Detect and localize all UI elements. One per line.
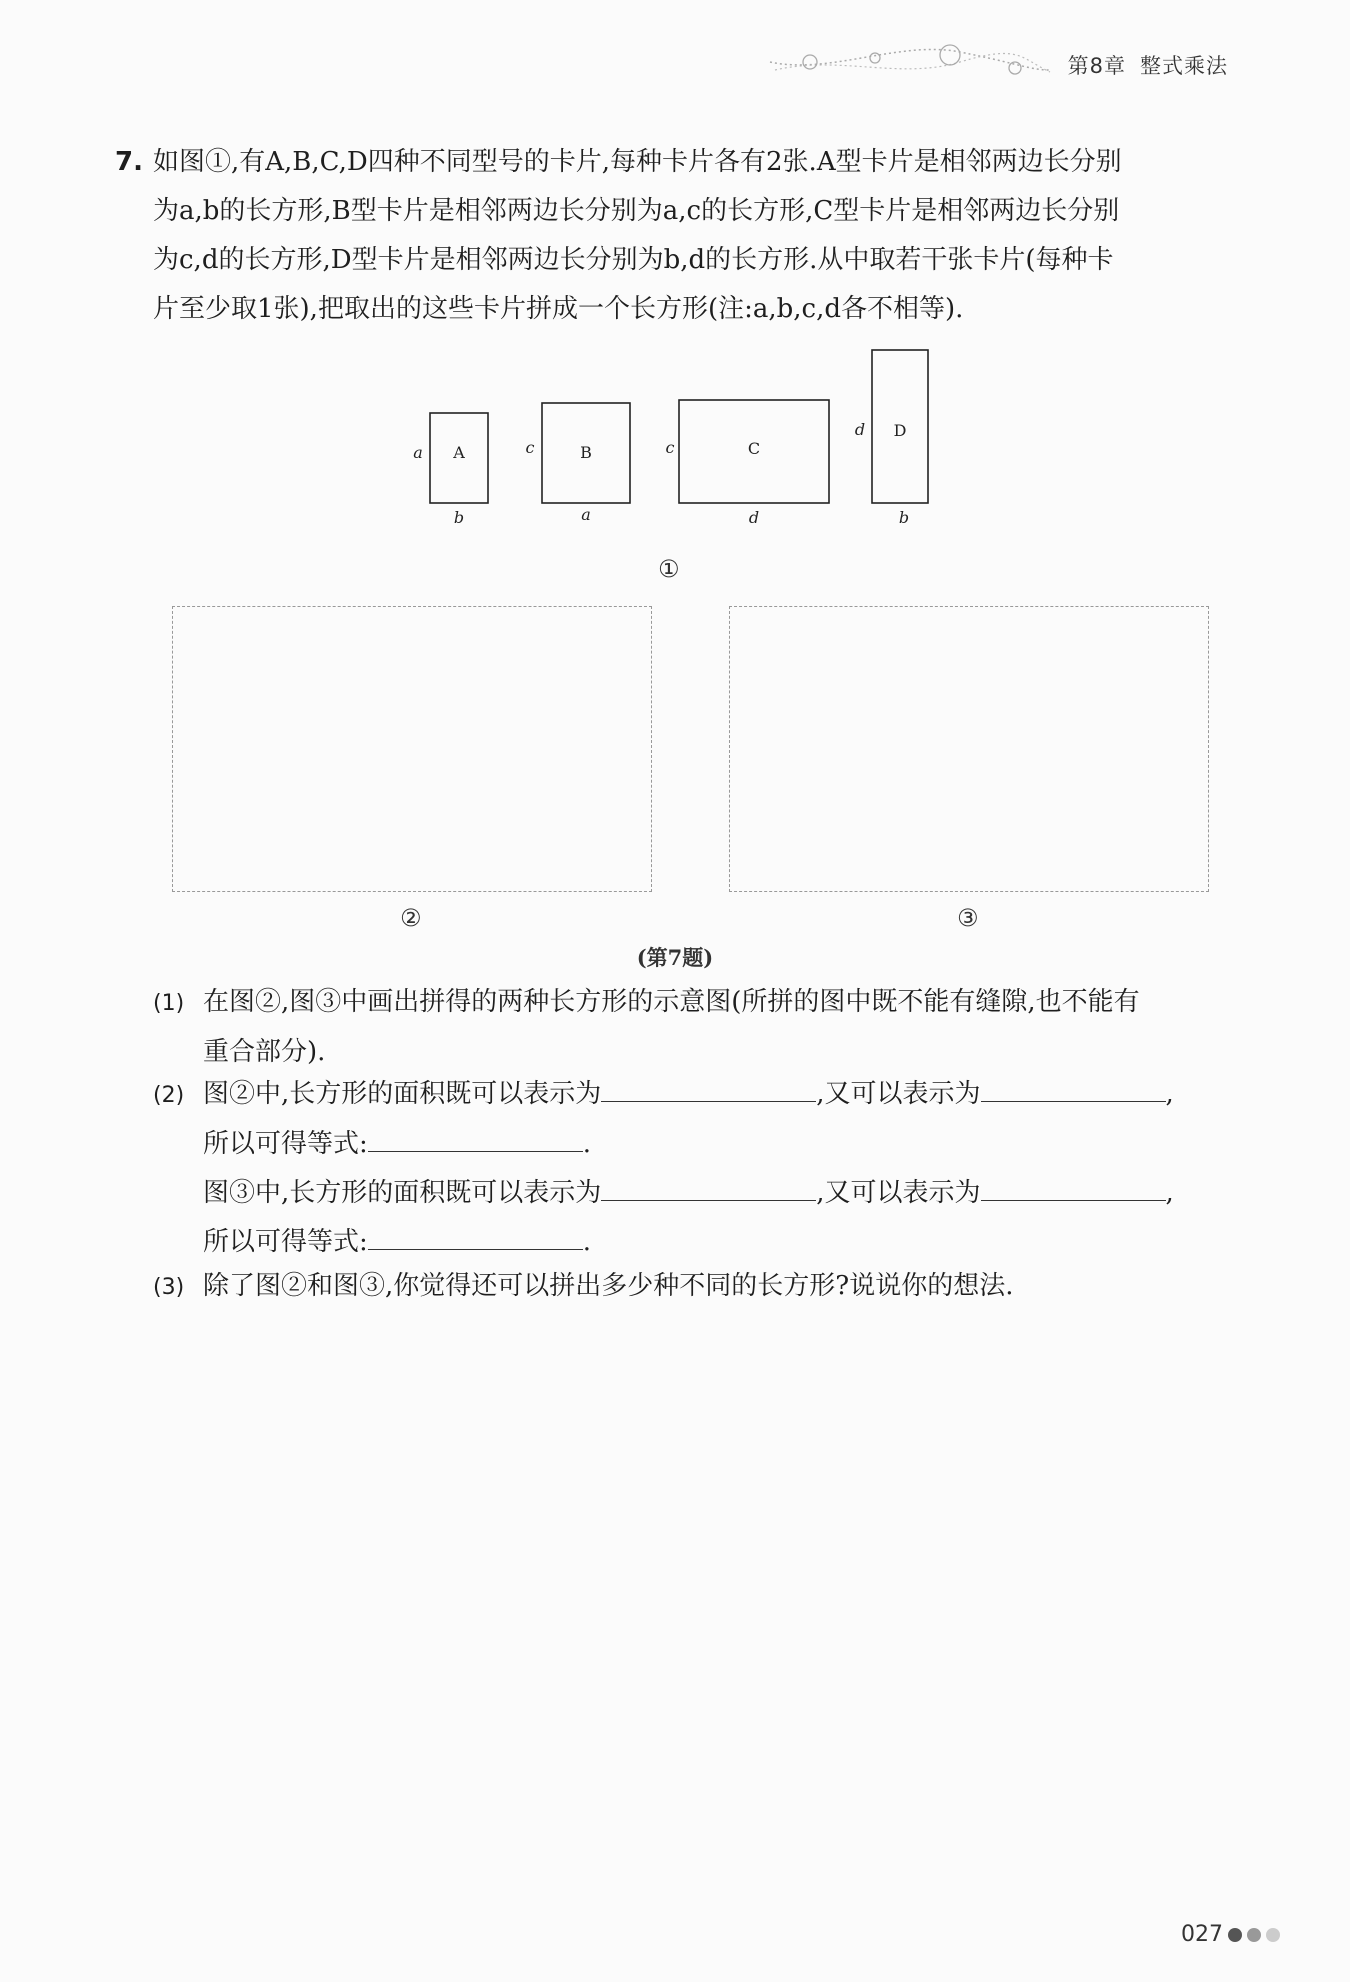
blank-fig2-area-1[interactable] bbox=[601, 1071, 816, 1102]
question-line-3: 为c,d的长方形,D型卡片是相邻两边长分别为b,d的长方形.从中取若干张卡片(每种卡 bbox=[153, 245, 1114, 275]
page-dot-icon bbox=[1266, 1928, 1280, 1942]
page-number: 027 bbox=[1181, 1922, 1223, 1947]
card-d-bottom: b bbox=[898, 508, 910, 527]
page-number-area bbox=[1181, 1922, 1280, 1947]
figure-3-label: ③ bbox=[957, 904, 979, 932]
blank-fig3-area-1[interactable] bbox=[601, 1170, 816, 1201]
card-a-side: a bbox=[413, 443, 423, 462]
card-a-bottom: b bbox=[453, 508, 465, 527]
part-1-line-1: 在图②,图③中画出拼得的两种长方形的示意图(所拼的图中既不能有缝隙,也不能有 bbox=[203, 987, 1140, 1017]
blank-fig3-equation[interactable] bbox=[368, 1219, 583, 1250]
card-d-side: d bbox=[854, 420, 866, 439]
card-b bbox=[526, 403, 630, 524]
part-3 bbox=[153, 1262, 1228, 1312]
part-3-text: 除了图②和图③,你觉得还可以拼出多少种不同的长方形?说说你的想法. bbox=[203, 1271, 1014, 1301]
part-1 bbox=[153, 978, 1228, 1077]
figure-3-drawing-area[interactable] bbox=[729, 606, 1209, 892]
page-dot-icon bbox=[1228, 1928, 1242, 1942]
figure-1-cards bbox=[380, 340, 960, 540]
part-2-line-2: 所以可得等式: . bbox=[153, 1120, 1228, 1169]
figure-1-label: ① bbox=[658, 555, 680, 583]
part-3-label: (3) bbox=[153, 1275, 185, 1300]
part-2-line-3: 图③中,长方形的面积既可以表示为 ,又可以表示为 , bbox=[153, 1169, 1228, 1218]
card-a bbox=[413, 413, 488, 527]
figure-2-label: ② bbox=[400, 904, 422, 932]
part-1-label: (1) bbox=[153, 991, 185, 1016]
card-c-side: c bbox=[665, 438, 675, 457]
card-c-label: C bbox=[747, 439, 761, 458]
page-dot-icon bbox=[1247, 1928, 1261, 1942]
card-b-label: B bbox=[580, 443, 592, 462]
chapter-title bbox=[1068, 50, 1228, 80]
part-2-line-1: (2) 图②中,长方形的面积既可以表示为 ,又可以表示为 , bbox=[153, 1070, 1228, 1120]
card-d bbox=[855, 350, 928, 527]
chapter-number: 第8章 bbox=[1067, 54, 1126, 78]
card-c-bottom: d bbox=[748, 508, 760, 527]
question-number: 7. bbox=[115, 147, 143, 177]
card-c bbox=[666, 400, 829, 527]
question-line-1: 7. 如图①,有A,B,C,D四种不同型号的卡片,每种卡片各有2张.A型卡片是相邻两边长分别 bbox=[115, 138, 1227, 187]
blank-fig2-area-2[interactable] bbox=[981, 1071, 1166, 1102]
part-2-label: (2) bbox=[153, 1083, 185, 1108]
part-1-line-2: 重合部分). bbox=[203, 1037, 326, 1067]
blank-fig3-area-2[interactable] bbox=[981, 1170, 1166, 1201]
blank-fig2-equation[interactable] bbox=[368, 1121, 583, 1152]
question-line-2: 为a,b的长方形,B型卡片是相邻两边长分别为a,c的长方形,C型卡片是相邻两边长分别 bbox=[153, 196, 1120, 226]
card-b-side: c bbox=[525, 438, 535, 457]
card-a-label: A bbox=[453, 443, 465, 462]
figure-caption: (第7题) bbox=[636, 945, 714, 970]
figure-2-drawing-area[interactable] bbox=[172, 606, 652, 892]
part-2-line-4: 所以可得等式: . bbox=[153, 1218, 1228, 1267]
chapter-name: 整式乘法 bbox=[1140, 54, 1228, 78]
question-stem bbox=[115, 138, 1227, 334]
question-line-4: 片至少取1张),把取出的这些卡片拼成一个长方形(注:a,b,c,d各不相等). bbox=[153, 294, 964, 324]
card-b-bottom: a bbox=[581, 505, 591, 524]
page-header bbox=[0, 0, 1350, 100]
part-2 bbox=[153, 1070, 1228, 1267]
card-d-label: D bbox=[893, 421, 907, 440]
